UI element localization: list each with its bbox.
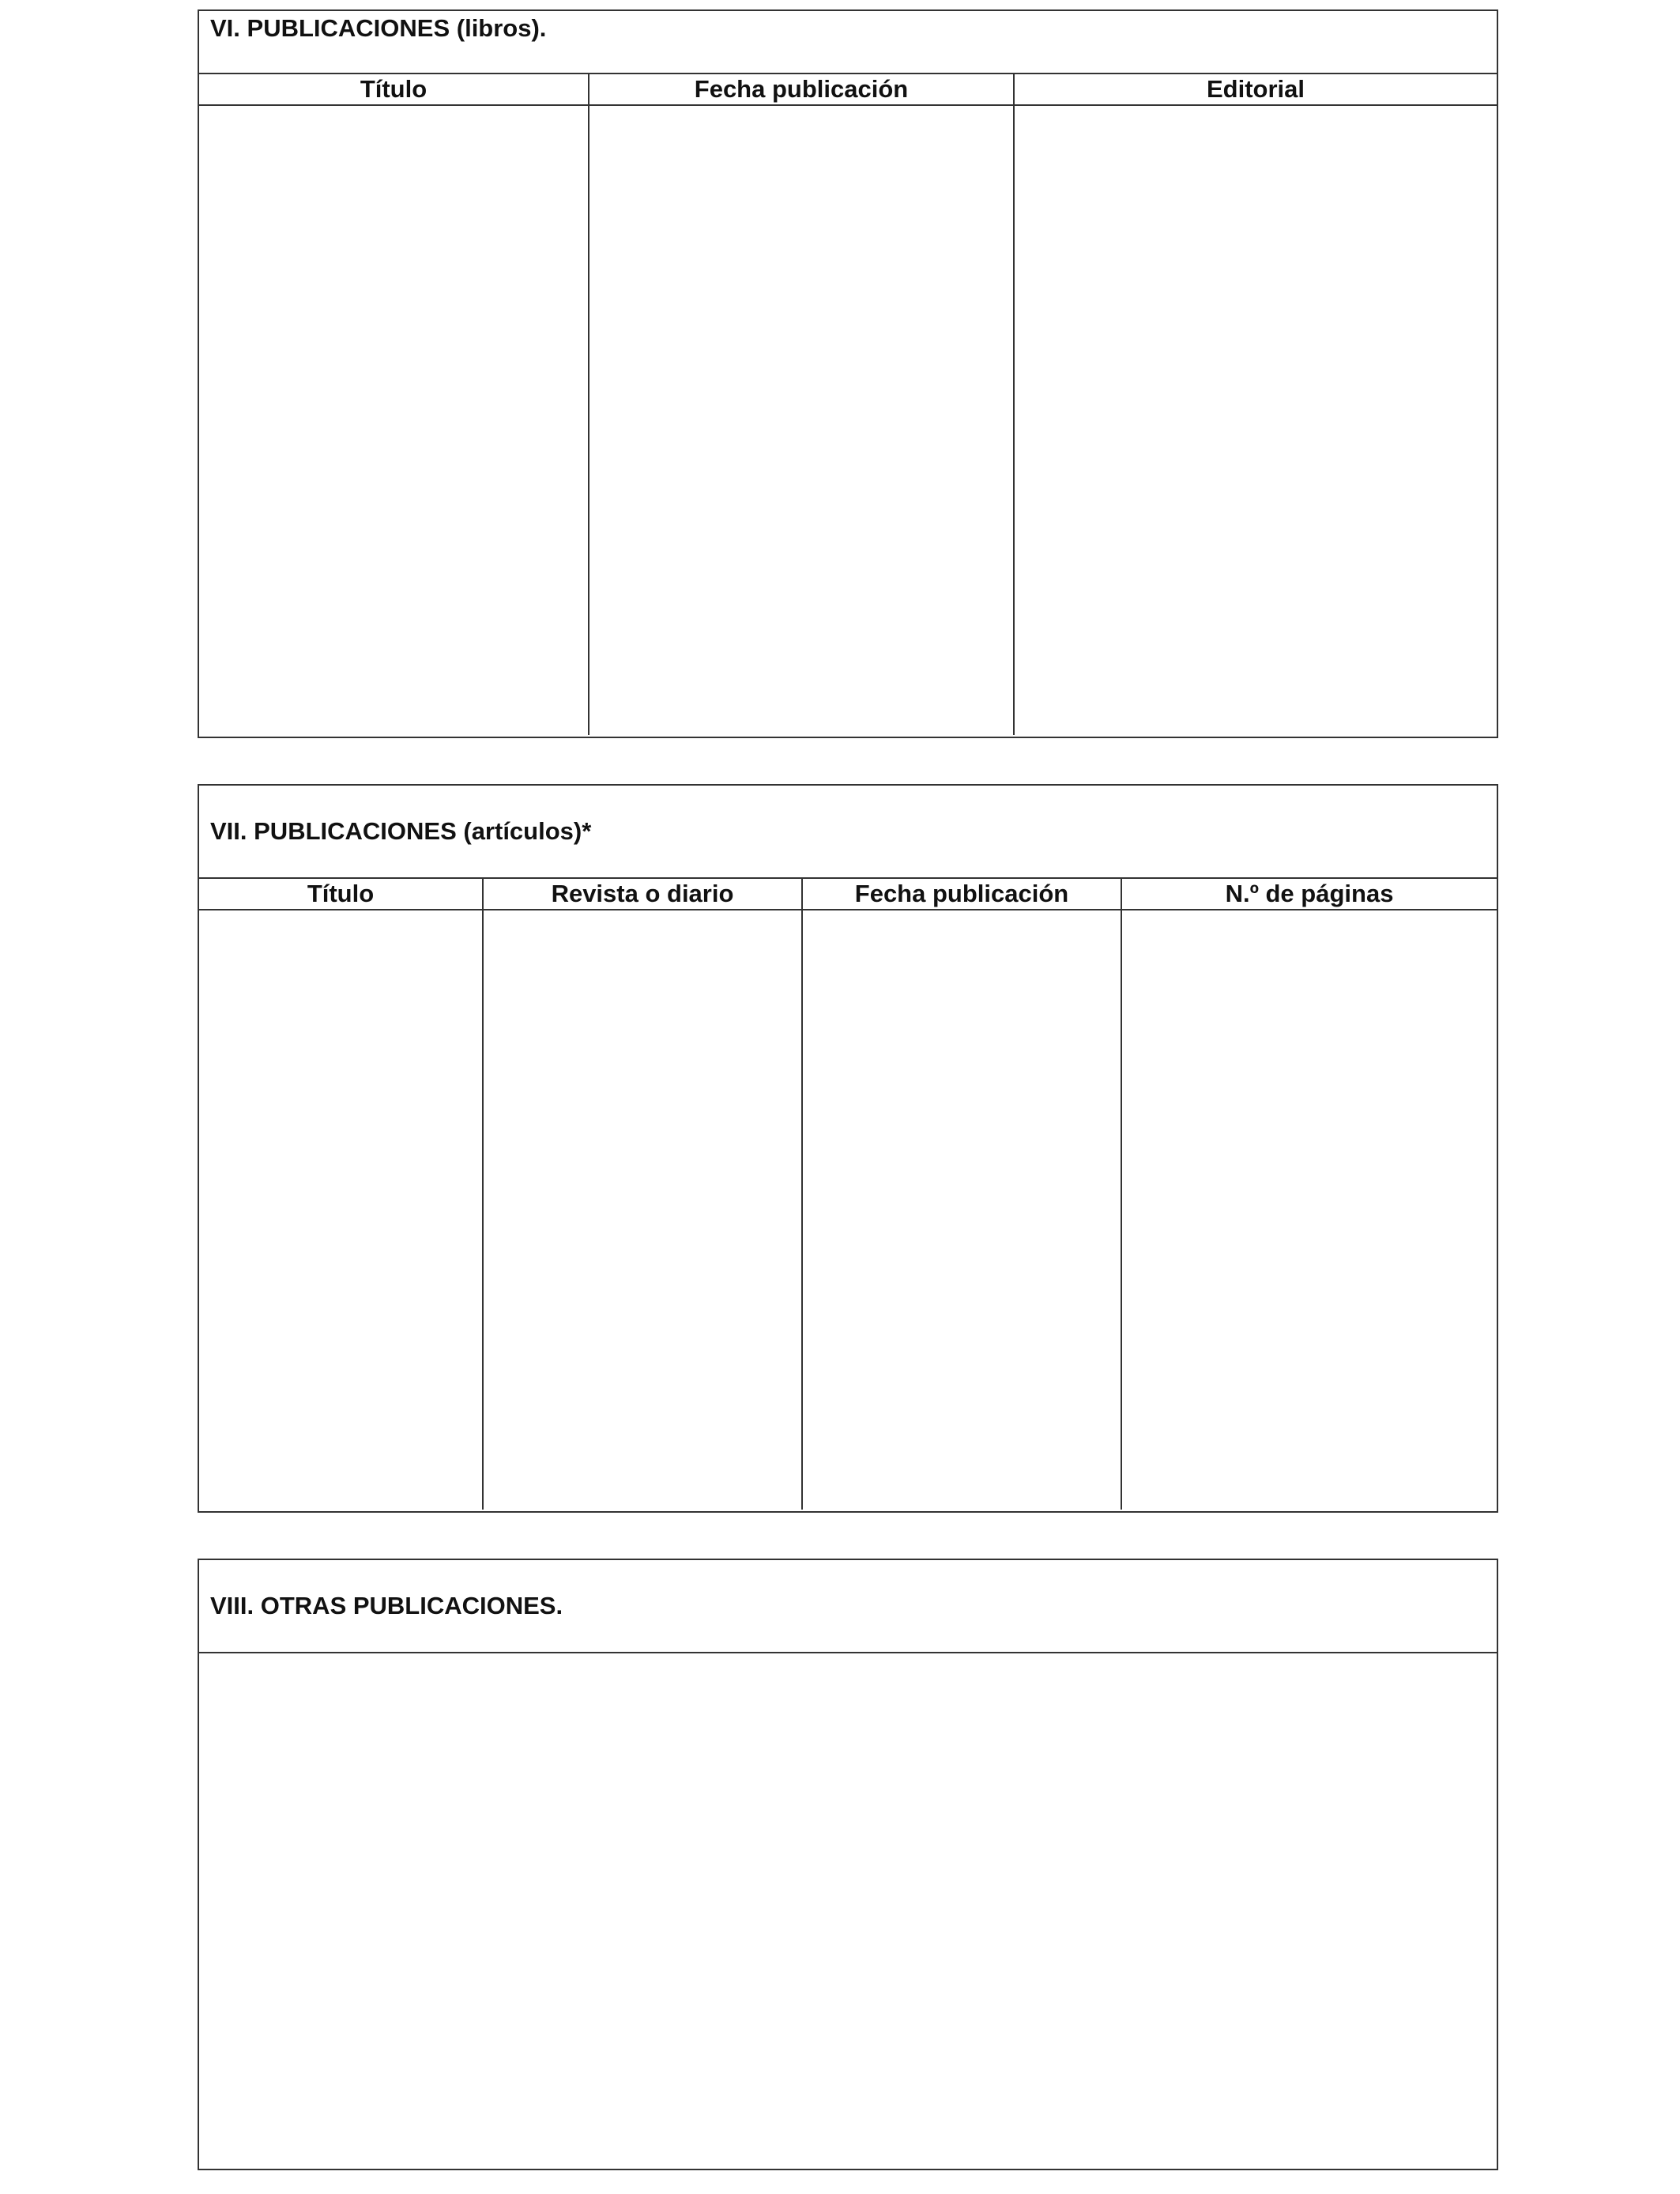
column-header-editorial: Editorial — [1015, 74, 1497, 106]
numero-paginas-input-cell[interactable] — [1122, 910, 1497, 1510]
articulos-table — [199, 879, 1497, 1510]
column-header-revista-o-diario: Revista o diario — [484, 879, 803, 910]
titulo-input-cell[interactable] — [199, 106, 590, 735]
column-header-titulo: Título — [199, 879, 484, 910]
section-publicaciones-articulos — [198, 784, 1498, 1513]
column-header-numero-paginas: N.º de páginas — [1122, 879, 1497, 910]
column-header-titulo: Título — [199, 74, 590, 106]
section-title: VIII. OTRAS PUBLICACIONES. — [199, 1560, 1497, 1653]
fecha-publicacion-input-cell[interactable] — [590, 106, 1015, 735]
section-publicaciones-libros — [198, 9, 1498, 738]
libros-table — [199, 74, 1497, 735]
column-header-fecha-publicacion: Fecha publicación — [803, 879, 1122, 910]
fecha-publicacion-input-cell[interactable] — [803, 910, 1122, 1510]
section-otras-publicaciones — [198, 1559, 1498, 2170]
otras-publicaciones-input-area[interactable] — [199, 1653, 1497, 2167]
revista-o-diario-input-cell[interactable] — [484, 910, 803, 1510]
editorial-input-cell[interactable] — [1015, 106, 1497, 735]
column-header-fecha-publicacion: Fecha publicación — [590, 74, 1015, 106]
section-title: VII. PUBLICACIONES (artículos)* — [199, 786, 1497, 879]
section-title: VI. PUBLICACIONES (libros). — [199, 11, 1497, 74]
titulo-input-cell[interactable] — [199, 910, 484, 1510]
